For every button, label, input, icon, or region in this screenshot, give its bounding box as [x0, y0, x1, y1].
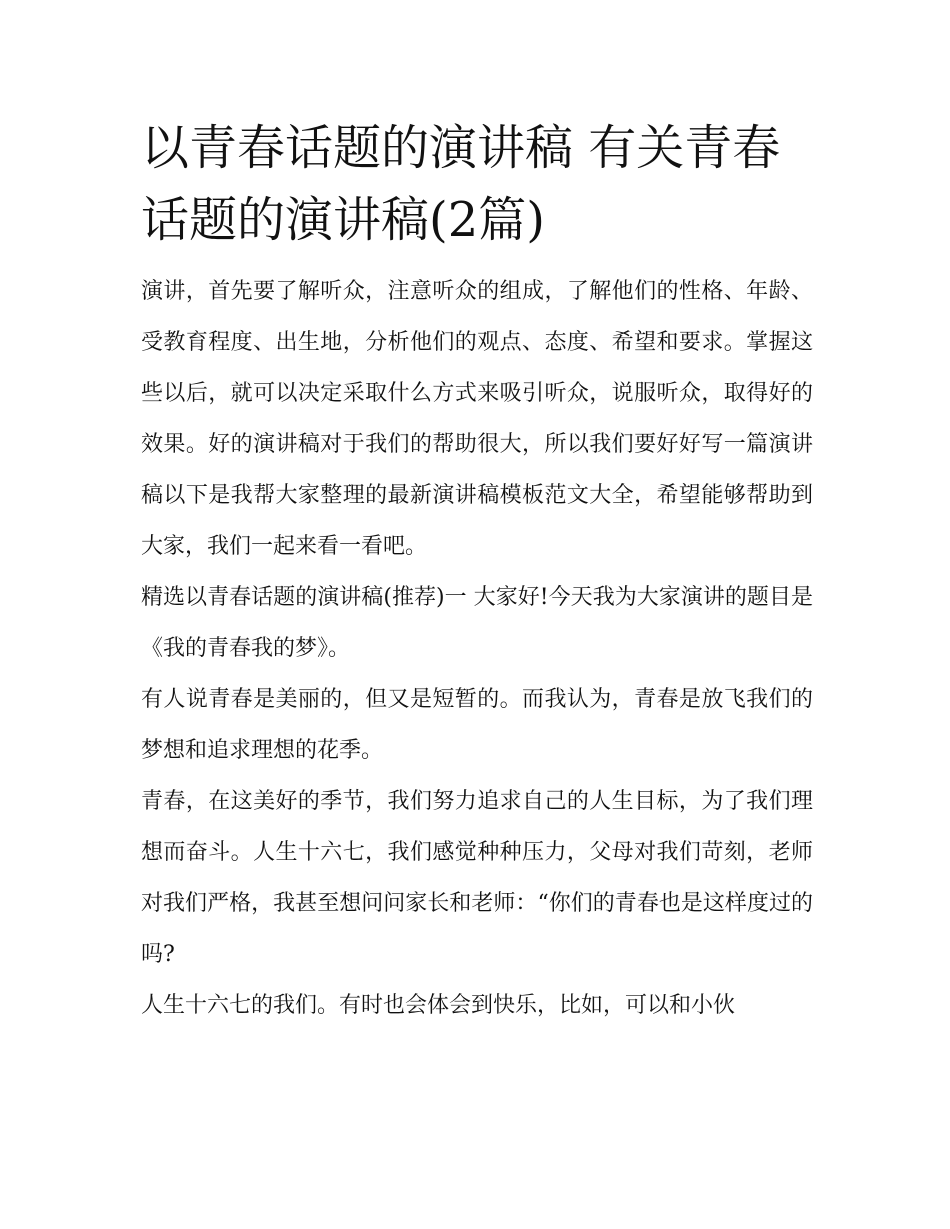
paragraph-youth-joy: 人生十六七的我们。有时也会体会到快乐，比如，可以和小伙 [141, 993, 736, 1018]
paragraph-youth-pressure: 青春，在这美好的季节，我们努力追求自己的人生目标，为了我们理想而奋斗。人生十六七，我们感觉种种压力，父母对我们苛刻，老师对我们严格，我甚至想问问家长和老师：“你们的青春也是这样度过的吗? [141, 789, 813, 967]
paragraph-intro: 演讲，首先要了解听众，注意听众的组成，了解他们的性格、年龄、受教育程度、出生地，分析他们的观点、态度、希望和要求。掌握这些以后，就可以决定采取什么方式来吸引听众，说服听众，取得好的效果。好的演讲稿对于我们的帮助很大，所以我们要好好写一篇演讲稿以下是我帮大家整理的最新演讲稿模板范文大全，希望能够帮助到大家，我们一起来看一看吧。 [141, 279, 813, 559]
paragraph-youth-definition: 有人说青春是美丽的，但又是短暂的。而我认为，青春是放飞我们的梦想和追求理想的花季。 [141, 687, 813, 763]
document-page [141, 112, 813, 1031]
document-title: 以青春话题的演讲稿 有关青春话题的演讲稿(2篇) [141, 120, 781, 248]
paragraph-speech-opening: 精选以青春话题的演讲稿(推荐)一 大家好!今天我为大家演讲的题目是《我的青春我的梦》。 [141, 585, 813, 661]
